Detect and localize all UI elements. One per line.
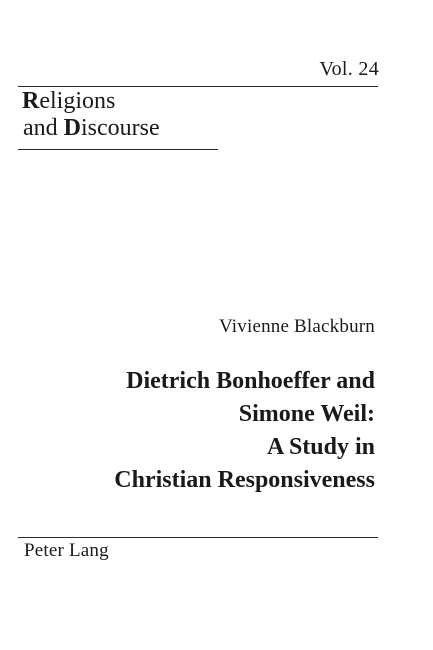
top-rule [18,86,378,87]
series-title-line-2 [22,115,160,142]
series-initial-d: D [63,115,81,141]
series-word-religions: eligions [39,88,116,114]
book-title-line-4: Christian Responsiveness [114,467,375,493]
book-title-line-1: Dietrich Bonhoeffer and [126,368,375,394]
volume-number: Vol. 24 [319,58,379,80]
series-word-and: and [23,115,64,141]
series-rule [18,149,218,150]
series-initial-r: R [22,88,40,114]
series-title-line-1 [22,88,160,115]
book-title [114,365,375,497]
book-title-line-3: A Study in [266,434,375,460]
publisher-name: Peter Lang [24,540,109,561]
bottom-rule [18,537,378,538]
series-word-discourse: iscourse [81,115,160,141]
author-name: Vivienne Blackburn [219,316,375,337]
series-title [22,88,160,142]
book-title-line-2: Simone Weil: [238,401,375,427]
